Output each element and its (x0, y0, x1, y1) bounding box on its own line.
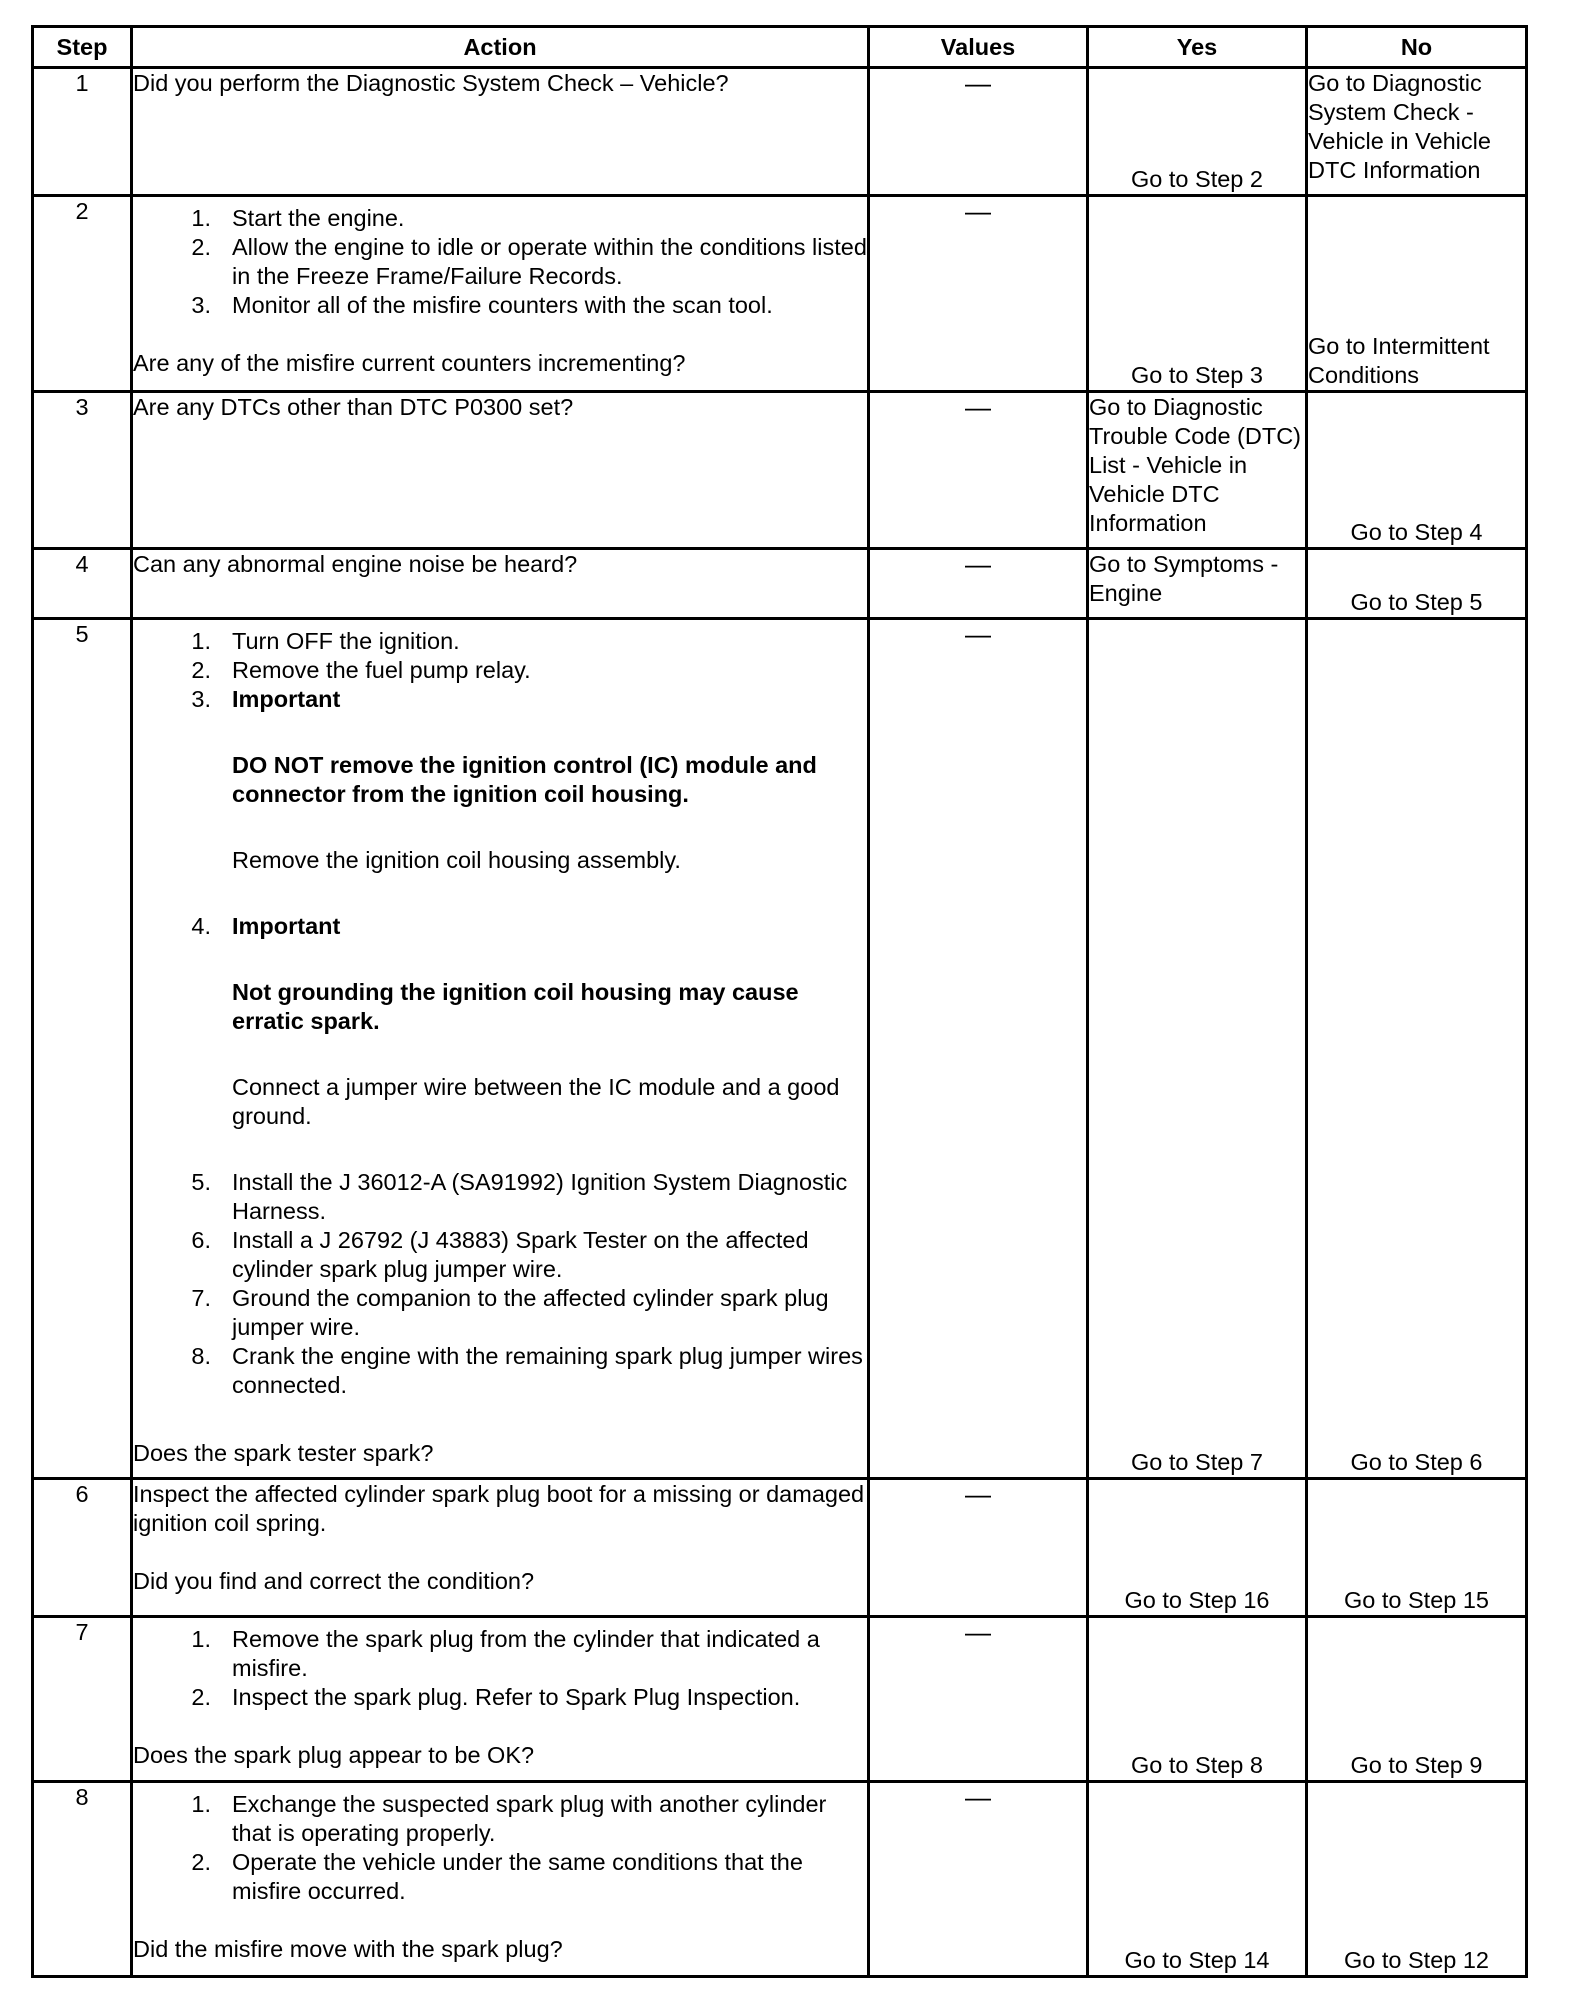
yes-link[interactable]: Go to Diagnostic Trouble Code (DTC) List - Vehicle in Vehicle DTC Information (1089, 394, 1301, 536)
step-number: 2 (33, 196, 132, 392)
values-cell: — (869, 1782, 1088, 1977)
list-item: 8. Crank the engine with the remaining spark plug jumper wires connected. (191, 1343, 863, 1398)
no-cell (1307, 392, 1527, 549)
warning-text: Not grounding the ignition coil housing may cause erratic spark. (232, 979, 799, 1034)
procedure-list (133, 1790, 867, 1906)
yes-cell (1088, 392, 1307, 549)
action-cell (132, 392, 869, 549)
important-label: Important (232, 686, 341, 712)
no-cell (1307, 1617, 1527, 1782)
header-step: Step (33, 27, 132, 68)
yes-cell (1088, 1479, 1307, 1617)
values-cell: — (869, 1617, 1088, 1782)
action-cell (132, 68, 869, 196)
no-cell (1307, 1782, 1527, 1977)
action-cell (132, 619, 869, 1479)
step-number: 3 (33, 392, 132, 549)
list-item: 7. Ground the companion to the affected cylinder spark plug jumper wire. (191, 1285, 829, 1340)
intro-text: Inspect the affected cylinder spark plug boot for a missing or damaged ignition coil spring. (133, 1481, 865, 1536)
list-item: 2. Allow the engine to idle or operate within the conditions listed in the Freeze Frame/Failure Records. (191, 234, 867, 289)
no-cell (1307, 1479, 1527, 1617)
yes-link[interactable]: Go to Step 8 (1131, 1752, 1263, 1778)
no-link[interactable]: Go to Step 6 (1350, 1449, 1483, 1475)
list-item: 2. Operate the vehicle under the same conditions that the misfire occurred. (191, 1849, 803, 1904)
values-cell: — (869, 619, 1088, 1479)
question-text: Did you perform the Diagnostic System Check – Vehicle? (133, 70, 729, 96)
diagnostic-table (31, 25, 1528, 1978)
step-number: 4 (33, 549, 132, 619)
list-item: 2. Inspect the spark plug. Refer to Spark Plug Inspection. (191, 1684, 801, 1710)
question-text: Are any DTCs other than DTC P0300 set? (133, 394, 574, 420)
list-item: 3. Monitor all of the misfire counters with the scan tool. (191, 292, 773, 318)
table-row (33, 549, 1527, 619)
list-item: 5. Install the J 36012-A (SA91992) Ignition System Diagnostic Harness. (191, 1169, 848, 1224)
no-cell (1307, 68, 1527, 196)
question-text: Does the spark tester spark? (133, 1440, 434, 1466)
no-link[interactable]: Go to Diagnostic System Check - Vehicle in Vehicle DTC Information (1308, 70, 1491, 183)
no-link[interactable]: Go to Step 15 (1343, 1587, 1490, 1613)
question-text: Does the spark plug appear to be OK? (133, 1742, 535, 1768)
no-cell (1307, 196, 1527, 392)
list-item: 1. Remove the spark plug from the cylinder that indicated a misfire. (191, 1626, 820, 1681)
header-values: Values (869, 27, 1088, 68)
table-row (33, 1479, 1527, 1617)
step-number: 1 (33, 68, 132, 196)
procedure-list (133, 204, 867, 320)
no-link[interactable]: Go to Step 12 (1343, 1947, 1490, 1973)
list-item: 1. Start the engine. (191, 205, 405, 231)
no-link[interactable]: Go to Step 4 (1350, 519, 1483, 545)
question-text: Can any abnormal engine noise be heard? (133, 551, 578, 577)
table-row (33, 1617, 1527, 1782)
values-cell: — (869, 196, 1088, 392)
list-item: 6. Install a J 26792 (J 43883) Spark Tester on the affected cylinder spark plug jumper wire. (191, 1227, 809, 1282)
header-yes: Yes (1088, 27, 1307, 68)
step-number: 7 (33, 1617, 132, 1782)
instruction-text: Remove the ignition coil housing assembly. (232, 847, 681, 873)
warning-text: DO NOT remove the ignition control (IC) module and connector from the ignition coil housing. (232, 752, 817, 807)
list-item: 2. Remove the fuel pump relay. (191, 657, 531, 683)
yes-link[interactable]: Go to Step 14 (1124, 1947, 1270, 1973)
list-item: 1. Exchange the suspected spark plug with another cylinder that is operating properly. (191, 1791, 827, 1846)
step-number: 8 (33, 1782, 132, 1977)
list-item: 3. Important DO NOT remove the ignition control (IC) module and connector from the ignition coil housing. Remove the ignition coil housing assembly. (133, 685, 867, 912)
header-action: Action (132, 27, 869, 68)
procedure-list (133, 1625, 867, 1712)
action-cell (132, 1782, 869, 1977)
yes-cell (1088, 1617, 1307, 1782)
step-number: 5 (33, 619, 132, 1479)
yes-link[interactable]: Go to Step 16 (1124, 1587, 1270, 1613)
yes-cell (1088, 1782, 1307, 1977)
list-item: 4. Important Not grounding the ignition coil housing may cause erratic spark. Connect a jumper wire between the IC module and a good ground. (133, 912, 867, 1168)
list-item: 1. Turn OFF the ignition. (191, 628, 460, 654)
values-cell: — (869, 68, 1088, 196)
action-cell (132, 1479, 869, 1617)
action-cell (132, 549, 869, 619)
no-link[interactable]: Go to Step 5 (1350, 589, 1483, 615)
no-link[interactable]: Go to Step 9 (1350, 1752, 1483, 1778)
values-cell: — (869, 1479, 1088, 1617)
important-label: Important (232, 913, 341, 939)
table-row (33, 392, 1527, 549)
no-link[interactable]: Go to Intermittent Conditions (1308, 333, 1490, 388)
yes-cell (1088, 619, 1307, 1479)
table-row (33, 68, 1527, 196)
no-cell (1307, 549, 1527, 619)
table-row (33, 196, 1527, 392)
yes-link[interactable]: Go to Symptoms - Engine (1089, 551, 1279, 606)
action-cell (132, 196, 869, 392)
question-text: Are any of the misfire current counters incrementing? (133, 350, 686, 376)
header-row (33, 27, 1527, 68)
values-cell: — (869, 392, 1088, 549)
yes-cell (1088, 549, 1307, 619)
question-text: Did the misfire move with the spark plug? (133, 1936, 563, 1962)
procedure-list (133, 627, 867, 1400)
step-number: 6 (33, 1479, 132, 1617)
table-row (33, 1782, 1527, 1977)
question-text: Did you find and correct the condition? (133, 1568, 535, 1594)
header-no: No (1307, 27, 1527, 68)
yes-link[interactable]: Go to Step 7 (1131, 1449, 1263, 1475)
action-cell (132, 1617, 869, 1782)
yes-cell (1088, 68, 1307, 196)
no-cell (1307, 619, 1527, 1479)
table-row (33, 619, 1527, 1479)
values-cell: — (869, 549, 1088, 619)
yes-link[interactable]: Go to Step 3 (1131, 362, 1263, 388)
yes-link[interactable]: Go to Step 2 (1131, 166, 1263, 192)
yes-cell (1088, 196, 1307, 392)
instruction-text: Connect a jumper wire between the IC module and a good ground. (232, 1074, 840, 1129)
